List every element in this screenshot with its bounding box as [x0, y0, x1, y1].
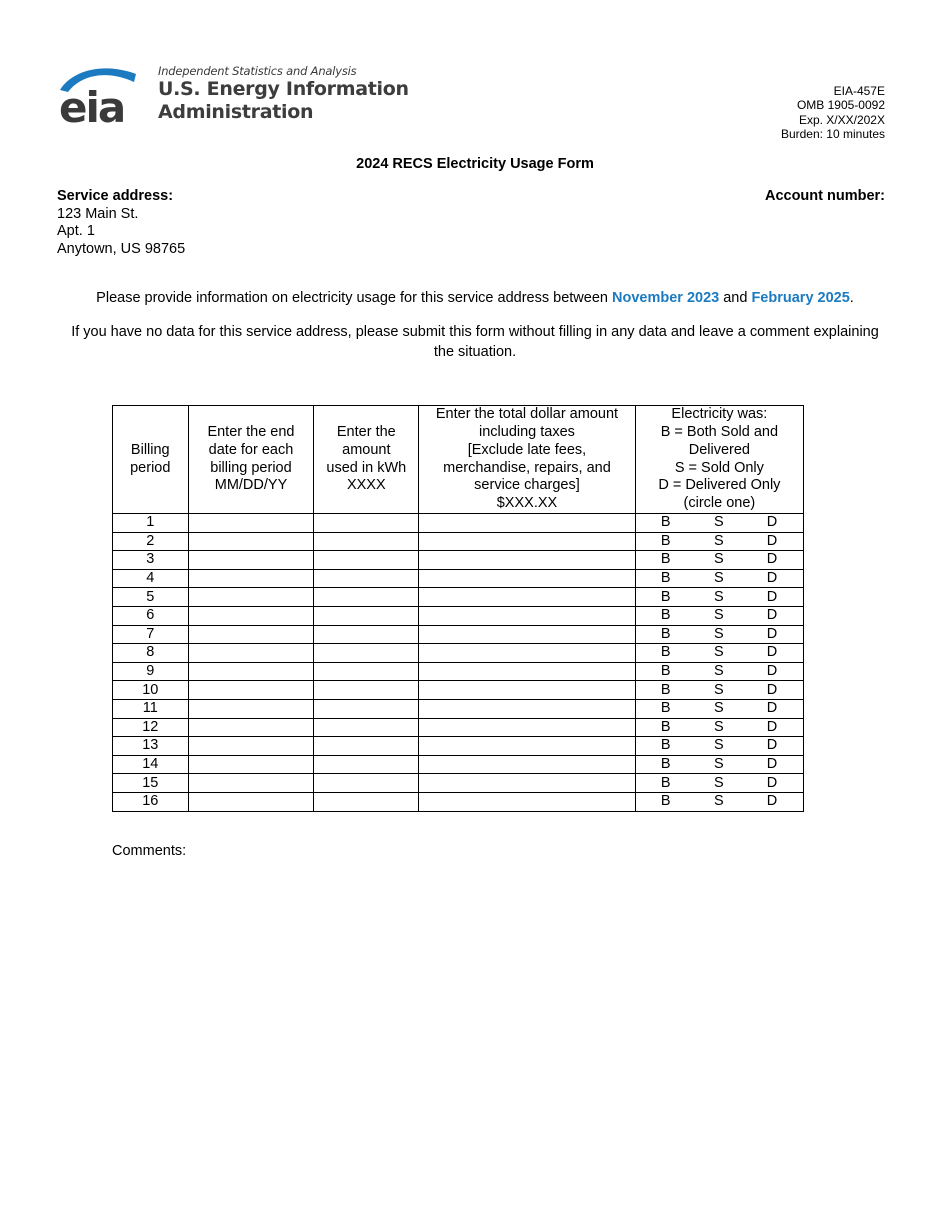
- electricity-choice-s[interactable]: S: [714, 532, 724, 549]
- electricity-choice-group: [636, 644, 803, 661]
- dollar-amount-cell[interactable]: [419, 681, 636, 700]
- electricity-choice-s[interactable]: S: [714, 644, 724, 661]
- kwh-cell[interactable]: [314, 755, 419, 774]
- header-dollar-amount: Enter the total dollar amount including taxes [Exclude late fees, merchandise, repairs, and service charges] $XXX.XX: [419, 406, 636, 514]
- electricity-choice-group: [636, 700, 803, 717]
- electricity-type-cell: [635, 792, 803, 811]
- kwh-cell[interactable]: [314, 644, 419, 663]
- electricity-choice-s[interactable]: S: [714, 625, 724, 642]
- electricity-choice-s[interactable]: S: [714, 737, 724, 754]
- billing-period-number: 7: [113, 625, 189, 644]
- end-date-cell[interactable]: [188, 774, 314, 793]
- billing-period-number: 10: [113, 681, 189, 700]
- electricity-choice-group: [636, 607, 803, 624]
- electricity-choice-d[interactable]: D: [766, 514, 778, 531]
- electricity-choice-b[interactable]: B: [660, 663, 671, 680]
- table-row: [113, 681, 804, 700]
- electricity-choice-d[interactable]: D: [766, 570, 778, 587]
- billing-period-number: 15: [113, 774, 189, 793]
- kwh-cell[interactable]: [314, 681, 419, 700]
- account-number-label: Account number:: [764, 188, 885, 204]
- electricity-choice-s[interactable]: S: [714, 681, 724, 698]
- electricity-choice-d[interactable]: D: [766, 718, 778, 735]
- dollar-amount-cell[interactable]: [419, 588, 636, 607]
- header-electricity-was: Electricity was: B = Both Sold and Delivered S = Sold Only D = Delivered Only (circle one): [635, 406, 803, 514]
- omb-number: OMB 1905-0092: [796, 98, 885, 113]
- electricity-choice-s[interactable]: S: [714, 663, 724, 680]
- kwh-cell[interactable]: [314, 532, 419, 551]
- service-address: [57, 188, 185, 258]
- electricity-type-cell: [635, 644, 803, 663]
- electricity-choice-b[interactable]: B: [660, 793, 671, 810]
- end-date-cell[interactable]: [188, 625, 314, 644]
- billing-period-number: 4: [113, 569, 189, 588]
- electricity-choice-d[interactable]: D: [766, 551, 778, 568]
- billing-period-number: 8: [113, 644, 189, 663]
- form-id: EIA-457E: [833, 84, 885, 98]
- end-date-cell[interactable]: [188, 588, 314, 607]
- electricity-choice-group: [636, 533, 803, 550]
- table-row: [113, 774, 804, 793]
- electricity-choice-b[interactable]: B: [660, 588, 671, 605]
- dollar-amount-cell[interactable]: [419, 514, 636, 533]
- electricity-choice-d[interactable]: D: [766, 663, 778, 680]
- electricity-choice-group: [636, 514, 803, 531]
- table-header-row: [113, 406, 804, 514]
- end-date-cell[interactable]: [188, 792, 314, 811]
- electricity-choice-b[interactable]: B: [660, 532, 671, 549]
- service-address-label: Service address:: [57, 188, 174, 204]
- kwh-cell[interactable]: [314, 699, 419, 718]
- electricity-choice-b[interactable]: B: [660, 625, 671, 642]
- header-billing-period: Billing period: [113, 406, 189, 514]
- electricity-choice-b[interactable]: B: [660, 737, 671, 754]
- table-row: [113, 718, 804, 737]
- table-row: [113, 755, 804, 774]
- electricity-choice-b[interactable]: B: [660, 681, 671, 698]
- electricity-type-cell: [635, 718, 803, 737]
- electricity-choice-b[interactable]: B: [660, 514, 671, 531]
- end-date-cell[interactable]: [188, 718, 314, 737]
- electricity-choice-d[interactable]: D: [766, 793, 778, 810]
- address-line-1: 123 Main St.: [57, 205, 139, 222]
- billing-period-number: 11: [113, 699, 189, 718]
- electricity-choice-d[interactable]: D: [766, 774, 778, 791]
- instruction-mid: and: [719, 290, 752, 306]
- billing-period-number: 5: [113, 588, 189, 607]
- electricity-choice-group: [636, 775, 803, 792]
- electricity-type-cell: [635, 569, 803, 588]
- dollar-amount-cell[interactable]: [419, 606, 636, 625]
- end-date-cell[interactable]: [188, 514, 314, 533]
- end-date-cell[interactable]: [188, 662, 314, 681]
- end-date-cell[interactable]: [188, 737, 314, 756]
- electricity-choice-group: [636, 793, 803, 810]
- logo-tagline: Independent Statistics and Analysis: [158, 64, 357, 78]
- end-date-cell[interactable]: [188, 644, 314, 663]
- billing-period-number: 13: [113, 737, 189, 756]
- electricity-choice-s[interactable]: S: [714, 570, 724, 587]
- comments-label: Comments:: [112, 843, 187, 859]
- dollar-amount-cell[interactable]: [419, 569, 636, 588]
- logo-org-line1: U.S. Energy Information: [158, 78, 409, 100]
- electricity-type-cell: [635, 551, 803, 570]
- electricity-choice-s[interactable]: S: [714, 514, 724, 531]
- form-title: 2024 RECS Electricity Usage Form: [356, 156, 594, 172]
- electricity-type-cell: [635, 625, 803, 644]
- electricity-choice-group: [636, 756, 803, 773]
- billing-period-number: 3: [113, 551, 189, 570]
- electricity-choice-b[interactable]: B: [660, 718, 671, 735]
- table-row: [113, 737, 804, 756]
- electricity-type-cell: [635, 755, 803, 774]
- electricity-type-cell: [635, 681, 803, 700]
- electricity-choice-s[interactable]: S: [714, 774, 724, 791]
- eia-logo-letters: eia: [59, 83, 125, 128]
- billing-period-number: 2: [113, 532, 189, 551]
- electricity-choice-b[interactable]: B: [660, 756, 671, 773]
- table-row: [113, 662, 804, 681]
- burden-estimate: Burden: 10 minutes: [780, 126, 885, 141]
- dollar-amount-cell[interactable]: [419, 737, 636, 756]
- start-date-highlight: November 2023: [612, 290, 720, 306]
- table-row: [113, 569, 804, 588]
- table-row: [113, 588, 804, 607]
- end-date-cell[interactable]: [188, 699, 314, 718]
- eia-logo-icon: [58, 64, 148, 128]
- dollar-amount-cell[interactable]: [419, 625, 636, 644]
- kwh-cell[interactable]: [314, 662, 419, 681]
- electricity-type-cell: [635, 514, 803, 533]
- electricity-choice-group: [636, 737, 803, 754]
- electricity-choice-group: [636, 719, 803, 736]
- form-meta-block: [781, 84, 885, 141]
- dollar-amount-cell[interactable]: [419, 774, 636, 793]
- dollar-amount-cell[interactable]: [419, 792, 636, 811]
- end-date-cell[interactable]: [188, 569, 314, 588]
- electricity-choice-d[interactable]: D: [766, 756, 778, 773]
- dollar-amount-cell[interactable]: [419, 699, 636, 718]
- table-row: [113, 606, 804, 625]
- electricity-choice-d[interactable]: D: [766, 532, 778, 549]
- electricity-choice-d[interactable]: D: [766, 681, 778, 698]
- header-kwh: Enter the amount used in kWh XXXX: [314, 406, 419, 514]
- dollar-amount-cell[interactable]: [419, 532, 636, 551]
- electricity-choice-b[interactable]: B: [660, 774, 671, 791]
- billing-period-number: 1: [113, 514, 189, 533]
- end-date-cell[interactable]: [188, 551, 314, 570]
- end-date-cell[interactable]: [188, 606, 314, 625]
- instruction-no-data: If you have no data for this service address, please submit this form without filling in any data and leave a comment explaining the situation.: [71, 324, 879, 360]
- kwh-cell[interactable]: [314, 551, 419, 570]
- electricity-choice-s[interactable]: S: [714, 551, 724, 568]
- end-date-highlight: February 2025: [751, 290, 850, 306]
- table-row: [113, 792, 804, 811]
- table-row: [113, 551, 804, 570]
- electricity-type-cell: [635, 588, 803, 607]
- electricity-choice-d[interactable]: D: [766, 588, 778, 605]
- address-line-2: Apt. 1: [57, 223, 95, 239]
- electricity-choice-b[interactable]: B: [660, 700, 671, 717]
- usage-table: [112, 405, 804, 812]
- kwh-cell[interactable]: [314, 606, 419, 625]
- electricity-type-cell: [635, 737, 803, 756]
- electricity-choice-d[interactable]: D: [766, 737, 778, 754]
- electricity-type-cell: [635, 699, 803, 718]
- kwh-cell[interactable]: [314, 569, 419, 588]
- electricity-choice-s[interactable]: S: [714, 588, 724, 605]
- electricity-choice-s[interactable]: S: [714, 793, 724, 810]
- electricity-choice-d[interactable]: D: [766, 607, 778, 624]
- electricity-choice-s[interactable]: S: [714, 718, 724, 735]
- kwh-cell[interactable]: [314, 514, 419, 533]
- electricity-type-cell: [635, 774, 803, 793]
- header-end-date: Enter the end date for each billing period MM/DD/YY: [188, 406, 314, 514]
- table-row: [113, 644, 804, 663]
- electricity-choice-b[interactable]: B: [660, 607, 671, 624]
- table-row: [113, 699, 804, 718]
- dollar-amount-cell[interactable]: [419, 755, 636, 774]
- dollar-amount-cell[interactable]: [419, 662, 636, 681]
- kwh-cell[interactable]: [314, 774, 419, 793]
- dollar-amount-cell[interactable]: [419, 551, 636, 570]
- kwh-cell[interactable]: [314, 718, 419, 737]
- usage-table-body: [113, 514, 804, 812]
- electricity-type-cell: [635, 662, 803, 681]
- table-row: [113, 625, 804, 644]
- electricity-type-cell: [635, 532, 803, 551]
- end-date-cell[interactable]: [188, 755, 314, 774]
- electricity-choice-group: [636, 663, 803, 680]
- instruction-prefix: Please provide information on electricity usage for this service address between: [96, 290, 612, 306]
- dollar-amount-cell[interactable]: [419, 644, 636, 663]
- electricity-choice-group: [636, 626, 803, 643]
- kwh-cell[interactable]: [314, 737, 419, 756]
- electricity-choice-group: [636, 570, 803, 587]
- expiration-date: Exp. X/XX/202X: [798, 112, 885, 127]
- electricity-choice-b[interactable]: B: [660, 644, 671, 661]
- logo-text-block: [158, 64, 409, 124]
- billing-period-number: 6: [113, 606, 189, 625]
- dollar-amount-cell[interactable]: [419, 718, 636, 737]
- electricity-choice-s[interactable]: S: [714, 607, 724, 624]
- kwh-cell[interactable]: [314, 588, 419, 607]
- electricity-choice-group: [636, 682, 803, 699]
- electricity-choice-d[interactable]: D: [766, 700, 778, 717]
- eia-logo: [58, 64, 409, 128]
- electricity-type-cell: [635, 606, 803, 625]
- billing-period-number: 9: [113, 662, 189, 681]
- table-row: [113, 532, 804, 551]
- kwh-cell[interactable]: [314, 792, 419, 811]
- billing-period-number: 14: [113, 755, 189, 774]
- table-row: [113, 514, 804, 533]
- address-line-3: Anytown, US 98765: [57, 240, 186, 257]
- end-date-cell[interactable]: [188, 681, 314, 700]
- electricity-choice-b[interactable]: B: [660, 570, 671, 587]
- billing-period-number: 16: [113, 792, 189, 811]
- electricity-choice-group: [636, 589, 803, 606]
- kwh-cell[interactable]: [314, 625, 419, 644]
- instruction-date-range: [0, 290, 950, 306]
- end-date-cell[interactable]: [188, 532, 314, 551]
- instruction-suffix: .: [849, 290, 854, 306]
- electricity-choice-s[interactable]: S: [714, 756, 724, 773]
- electricity-choice-b[interactable]: B: [660, 551, 671, 568]
- electricity-choice-group: [636, 551, 803, 568]
- electricity-choice-d[interactable]: D: [766, 644, 778, 661]
- electricity-choice-s[interactable]: S: [714, 700, 724, 717]
- electricity-choice-d[interactable]: D: [766, 625, 778, 642]
- logo-org-line2: Administration: [158, 101, 314, 123]
- billing-period-number: 12: [113, 718, 189, 737]
